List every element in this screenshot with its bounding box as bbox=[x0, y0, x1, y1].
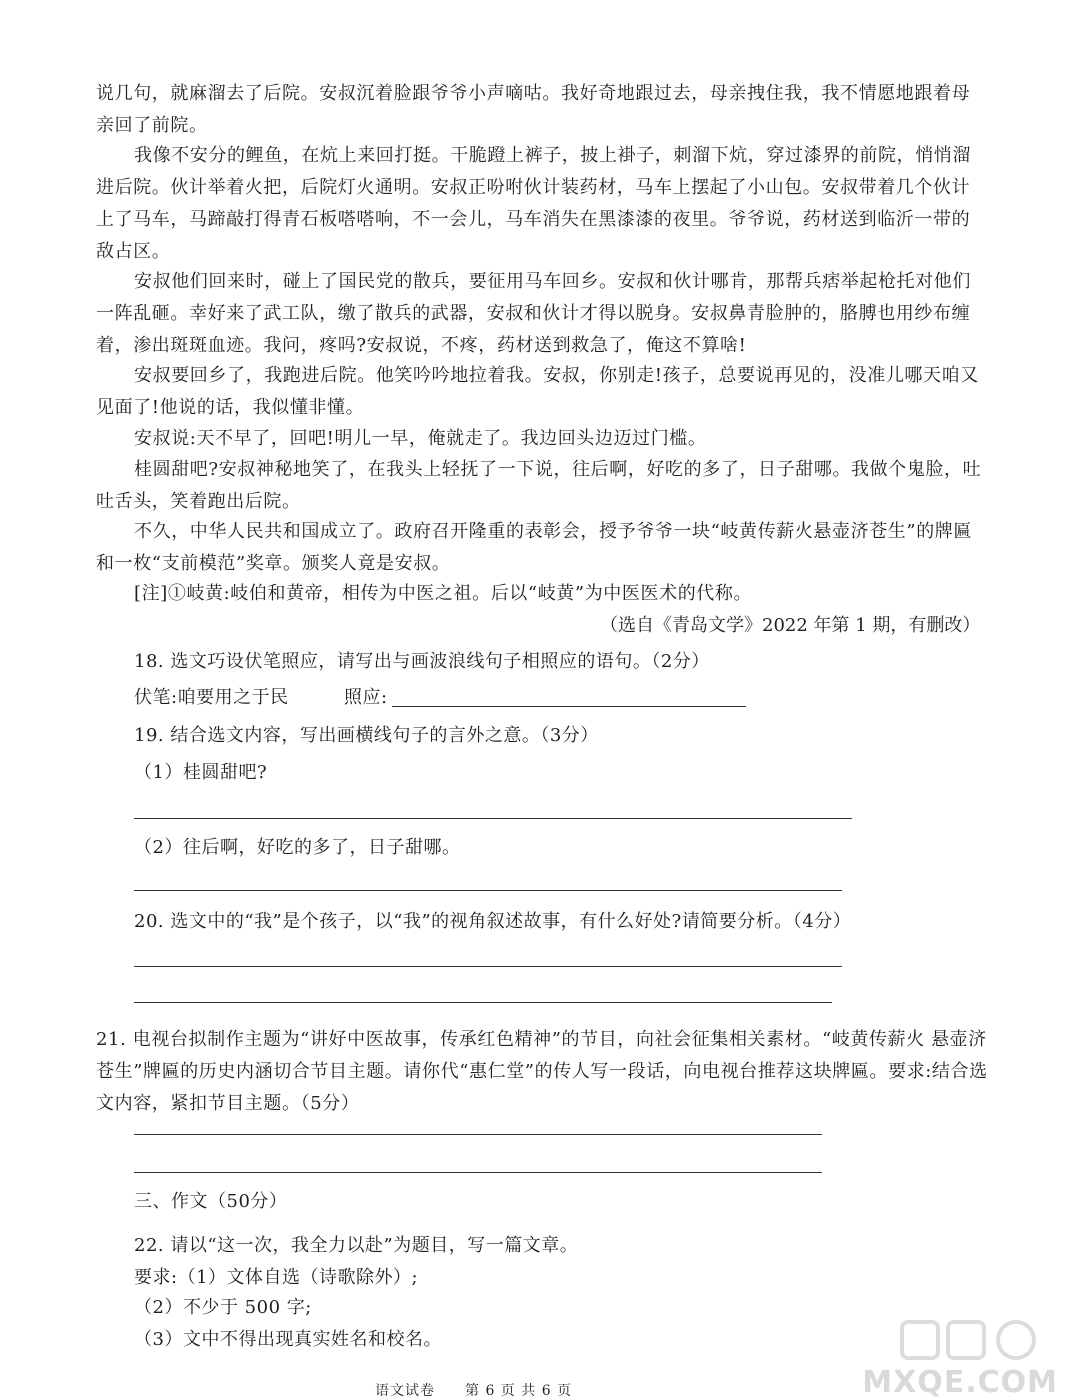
source-citation: （选自《青岛文学》2022 年第 1 期，有删改） bbox=[600, 615, 981, 636]
passage-paragraph-5: 安叔说:天不早了，回吧!明儿一早，俺就走了。我边回头边迈过门槛。 bbox=[134, 428, 707, 449]
annotation-note: [注]①岐黄:岐伯和黄帝，相传为中医之祖。后以“岐黄”为中医医术的代称。 bbox=[134, 583, 753, 604]
q21-answer-line-1[interactable] bbox=[134, 1134, 822, 1135]
q18-zhaoying-label: 照应: bbox=[344, 687, 388, 708]
passage-paragraph-1: 说几句，就麻溜去了后院。安叔沉着脸跟爷爷小声嘀咕。我好奇地跟过去，母亲拽住我，我不情愿地跟着母亲回了前院。 bbox=[96, 83, 971, 136]
passage-paragraph-2: 我像不安分的鲤鱼，在炕上来回打挺。干脆蹬上裤子，披上褂子，刺溜下炕，穿过漆界的前院，悄悄溜进后院。伙计举着火把，后院灯火通明。安叔正吩咐伙计装药材，马车上摆起了小山包。安叔带着几个伙计上了马车，马蹄敲打得青石板嗒嗒响，不一会儿，马车消失在黑漆漆的夜里。爷爷说，药材送到临沂一带的敌占区。 bbox=[96, 145, 971, 262]
q22-requirement-2: （2）不少于 500 字; bbox=[134, 1297, 312, 1318]
q18-answer-line[interactable] bbox=[392, 706, 746, 707]
q20-answer-line-1[interactable] bbox=[134, 966, 842, 967]
question-18: 18. 选文巧设伏笔照应，请写出与画波浪线句子相照应的语句。（2分） bbox=[134, 651, 710, 672]
question-22: 22. 请以“这一次，我全力以赴”为题目，写一篇文章。 bbox=[134, 1235, 579, 1256]
watermark-text: MXQE.COM bbox=[862, 1365, 1058, 1400]
question-20: 20. 选文中的“我”是个孩子，以“我”的视角叙述故事，有什么好处?请简要分析。（4分） bbox=[134, 911, 852, 932]
q18-fubi-label: 伏笔:咱要用之于民 bbox=[134, 687, 289, 708]
question-19-part-2: （2）往后啊，好吃的多了，日子甜哪。 bbox=[134, 837, 461, 858]
passage-paragraph-7: 不久，中华人民共和国成立了。政府召开隆重的表彰会，授予爷爷一块“岐黄传薪火悬壶济苍生”的牌匾和一枚“支前模范”奖章。颁奖人竟是安叔。 bbox=[96, 521, 972, 574]
q22-requirement-1: 要求:（1）文体自选（诗歌除外）; bbox=[134, 1267, 419, 1288]
q20-answer-line-2[interactable] bbox=[134, 1002, 832, 1003]
q22-requirement-3: （3）文中不得出现真实姓名和校名。 bbox=[134, 1329, 442, 1350]
q19-2-answer-line[interactable] bbox=[134, 890, 842, 891]
question-19: 19. 结合选文内容，写出画横线句子的言外之意。（3分） bbox=[134, 725, 599, 746]
passage-paragraph-4: 安叔要回乡了，我跑进后院。他笑吟吟地拉着我。安叔，你别走!孩子，总要说再见的，没准儿哪天咱又见面了!他说的话，我似懂非懂。 bbox=[96, 365, 979, 418]
q21-answer-line-2[interactable] bbox=[134, 1172, 822, 1173]
passage-paragraph-6: 桂圆甜吧?安叔神秘地笑了，在我头上轻抚了一下说，往后啊，好吃的多了，日子甜哪。我做个鬼脸，吐吐舌头，笑着跑出后院。 bbox=[96, 459, 982, 512]
q19-1-answer-line[interactable] bbox=[134, 818, 852, 819]
question-21: 21. 电视台拟制作主题为“讲好中医故事，传承红色精神”的节目，向社会征集相关素材。“岐黄传薪火 悬壶济苍生”牌匾的历史内涵切合节目主题。请你代“惠仁堂”的传人写一段话，向电视台推荐这块牌匾。要求:结合选文内容，紧扣节目主题。（5分） bbox=[96, 1029, 988, 1114]
page-footer: 语文试卷 第 6 页 共 6 页 bbox=[375, 1383, 573, 1399]
section-3-heading: 三、作文（50分） bbox=[134, 1191, 288, 1212]
passage-paragraph-3: 安叔他们回来时，碰上了国民党的散兵，要征用马车回乡。安叔和伙计哪肯，那帮兵痞举起枪托对他们一阵乱砸。幸好来了武工队，缴了散兵的武器，安叔和伙计才得以脱身。安叔鼻青脸肿的，胳膊也用纱布缠着，渗出斑斑血迹。我问，疼吗?安叔说，不疼，药材送到救急了，俺这不算啥! bbox=[96, 271, 971, 356]
question-19-part-1: （1）桂圆甜吧? bbox=[134, 762, 268, 783]
